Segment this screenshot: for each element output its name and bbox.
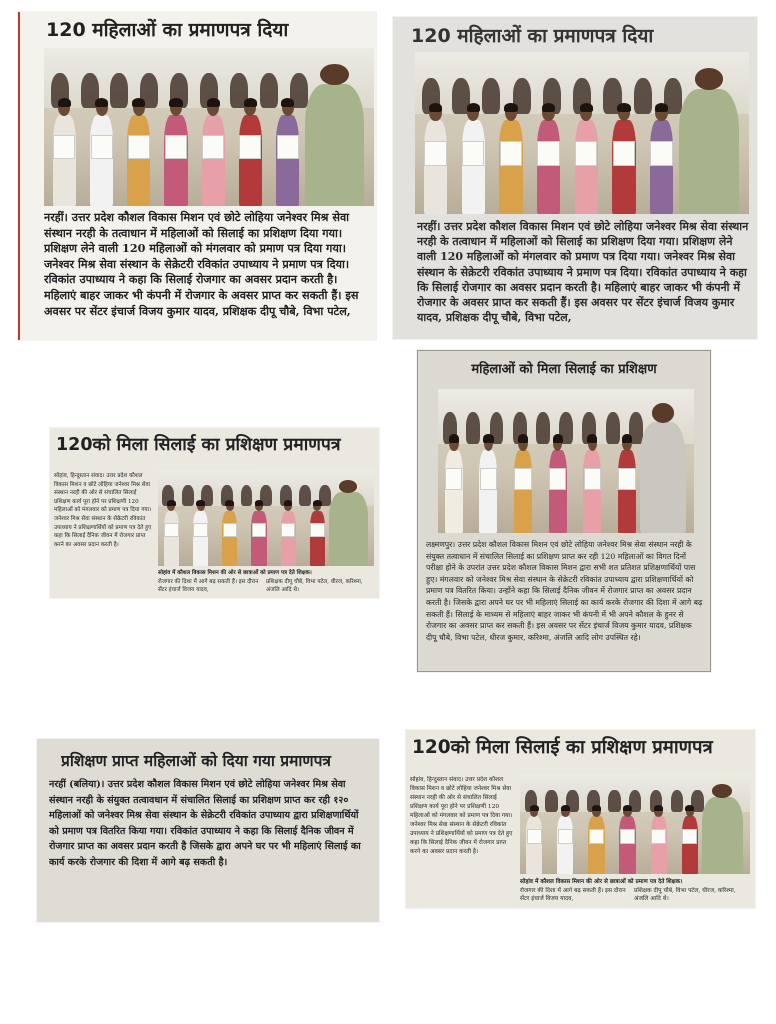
clip-border (18, 12, 20, 340)
article-bottom-right: प्रशिक्षक दीपू चौबे, विभा पटेल, धीरज, करिश्मा, अंजलि आदि थे। (634, 888, 736, 903)
article-left-column: सोहांव, हिन्दुस्तान संवाद। उत्तर प्रदेश कौशल विकास मिशन व छोटे लोहिया जनेश्वर मिश्र सेवा संस्थान नरही की ओर से संचालित सिलाई प्रशिक्षण कार्य पूरा होने पर प्रशिक्षणी 120 महिलाओं को मंगलवार को प्रमाण पत्र दिया गया। जनेश्वर मिश्र सेवा संस्थान के सेक्रेटरी रविकांत उपाध्याय ने प्रशिक्षणार्थियों को प्रमाण पत्र देते हुए कहा कि सिलाई दैनिक जीवन में रोजगार प्राप्त करने का अवसर प्रदान करती है। (54, 473, 152, 548)
group-photo (158, 470, 374, 566)
headline: 120को मिला सिलाई का प्रशिक्षण प्रमाणपत्र (412, 737, 713, 758)
group-photo (438, 389, 694, 533)
headline: 120 महिलाओं का प्रमाणपत्र दिया (46, 19, 289, 41)
news-clipping-2 (393, 17, 757, 339)
article-left-column: सोहांव, हिन्दुस्तान संवाद। उत्तर प्रदेश कौशल विकास मिशन व छोटे लोहिया जनेश्वर मिश्र सेवा संस्थान नरही की ओर से संचालित सिलाई प्रशिक्षण कार्य पूरा होने पर प्रशिक्षणी 120 महिलाओं को मंगलवार को प्रमाण पत्र दिया गया। जनेश्वर मिश्र सेवा संस्थान के सेक्रेटरी रविकांत उपाध्याय ने प्रशिक्षणार्थियों को प्रमाण पत्र देते हुए कहा कि सिलाई दैनिक जीवन में रोजगार प्राप्त करने का अवसर प्रदान करती है। (410, 777, 513, 855)
group-photo (520, 774, 750, 874)
headline: 120को मिला सिलाई का प्रशिक्षण प्रमाणपत्र (56, 435, 341, 455)
headline: महिलाओं को मिला सिलाई का प्रशिक्षण (471, 362, 657, 377)
group-photo (415, 52, 749, 214)
group-photo (44, 48, 374, 206)
news-clipping-4 (417, 350, 711, 672)
article-body: लक्ष्मणपुर। उत्तर प्रदेश कौशल विकास मिशन एवं छोटे लोहिया जनेश्वर मिश्र सेवा संस्थान नरही के संयुक्त तत्वाधान में संचालित सिलाई का प्रशिक्षण प्राप्त कर रही 120 महिलाओं का विगत दिनों परीक्षा होने के उपरांत उत्तर प्रदेश कौशल विकास मिशन द्वारा सभी शत प्रतिशत प्रशिक्षणार्थियों पास हुए। मंगलवार को जनेश्वर मिश्र सेवा संस्थान के सेक्रेटरी रविकांत उपाध्याय द्वारा प्रशिक्षणार्थियों को प्रमाण पत्र वितरित किया। उन्होंने कहा कि सिलाई दैनिक जीवन में रोजगार प्राप्त का अवसर प्रदान करती है। जिसके द्वारा अपने घर पर भी महिलाएं सिलाई का कार्य करके रोजगार की दिशा में आगे बढ़ सकती हैं। सिलाई के माध्यम से महिलाएं बाहर जाकर भी कंपनी में भी अपने कौशल के हुनर से रोजगार का अवसर प्राप्त कर सकती हैं। इस अवसर पर सेंटर इंचार्ज विजय कुमार यादव, प्रशिक्षक दीपू चौबे, विभा पटेल, धीरज कुमार, करिश्मा, अंजलि आदि लोग उपस्थित रहे। (426, 540, 703, 642)
news-clipping-1 (18, 12, 376, 340)
article-bottom-left: रोजगार की दिशा में आगे बढ़ सकती हैं। इस दौरान सेंटर इंचार्ज विजय यादव, (520, 888, 626, 903)
article-body: नरहीं। उत्तर प्रदेश कौशल विकास मिशन एवं छोटे लोहिया जनेश्वर मिश्र सेवा संस्थान नरही के तत्वाधान में महिलाओं को सिलाई का प्रशिक्षण दिया गया। प्रशिक्षण लेने वाली 120 महिलाओं को मंगलवार को प्रमाण पत्र दिया गया। जनेश्वर मिश्र सेवा संस्थान के सेक्रेटरी रविकांत उपाध्याय ने प्रमाण पत्र दिया। रविकांत उपाध्याय ने कहा कि सिलाई रोजगार का अवसर प्रदान करती है। महिलाएं बाहर जाकर भी कंपनी में रोजगार के अवसर प्राप्त कर सकती हैं। इस अवसर पर सेंटर इंचार्ज विजय कुमार यादव, प्रशिक्षक दीपू चौबे, विभा पटेल, (44, 210, 359, 318)
photo-caption: सोहांव में कौशल विकास मिशन की ओर से छात्राओं को प्रमाण पत्र देते शिक्षक। (520, 879, 683, 885)
news-clipping-5 (37, 739, 379, 922)
article-body: नरहीं। उत्तर प्रदेश कौशल विकास मिशन एवं छोटे लोहिया जनेश्वर मिश्र सेवा संस्थान नरही के तत्वाधान में महिलाओं को सिलाई का प्रशिक्षण दिया गया। प्रशिक्षण लेने वाली 120 महिलाओं को मंगलवार को प्रमाण पत्र दिया गया। जनेश्वर मिश्र सेवा संस्थान के सेक्रेटरी रविकांत उपाध्याय ने प्रमाण पत्र दिया। रविकांत उपाध्याय ने कहा कि सिलाई रोजगार का अवसर प्रदान करती है। महिलाएं बाहर जाकर भी कंपनी में रोजगार के अवसर प्राप्त कर सकती हैं। इस अवसर पर सेंटर इंचार्ज विजय कुमार यादव, प्रशिक्षक दीपू चौबे, विभा पटेल, (417, 220, 749, 325)
news-clipping-6 (406, 730, 755, 908)
article-bottom-left: रोजगार की दिशा में आगे बढ़ सकती हैं। इस दौरान सेंटर इंचार्ज विजय यादव, (158, 579, 259, 593)
headline: 120 महिलाओं का प्रमाणपत्र दिया (411, 25, 654, 47)
headline: प्रशिक्षण प्राप्त महिलाओं को दिया गया प्रमाणपत्र (61, 752, 331, 770)
news-clipping-3 (50, 428, 379, 598)
article-bottom-right: प्रशिक्षक दीपू चौबे, विभा पटेल, धीरज, करिश्मा, अंजलि आदि थे। (266, 579, 363, 593)
photo-caption: सोहांव में कौशल विकास मिशन की ओर से छात्राओं को प्रमाण पत्र देते शिक्षक। (158, 570, 312, 576)
article-body: नरहीं (बलिया)। उत्तर प्रदेश कौशल विकास मिशन एवं छोटे लोहिया जनेश्वर मिश्र सेवा संस्थान नरही के संयुक्त तत्वावधान में संचालित सिलाई का प्रशिक्षण प्राप्त कर रही १२० महिलाओं को जनेश्वर मिश्र सेवा संस्थान के सेक्रेटरी रविकांत उपाध्याय द्वारा प्रशिक्षणार्थियों को प्रमाण पत्र वितरित किया गया। रविकांत उपाध्याय ने कहा कि सिलाई दैनिक जीवन में रोजगार प्राप्त का अवसर प्रदान करती है जिसके द्वारा अपने घर पर भी महिलाएं सिलाई का कार्य करके रोजगार की दिशा में आगे बढ़ सकती है। (49, 779, 361, 868)
